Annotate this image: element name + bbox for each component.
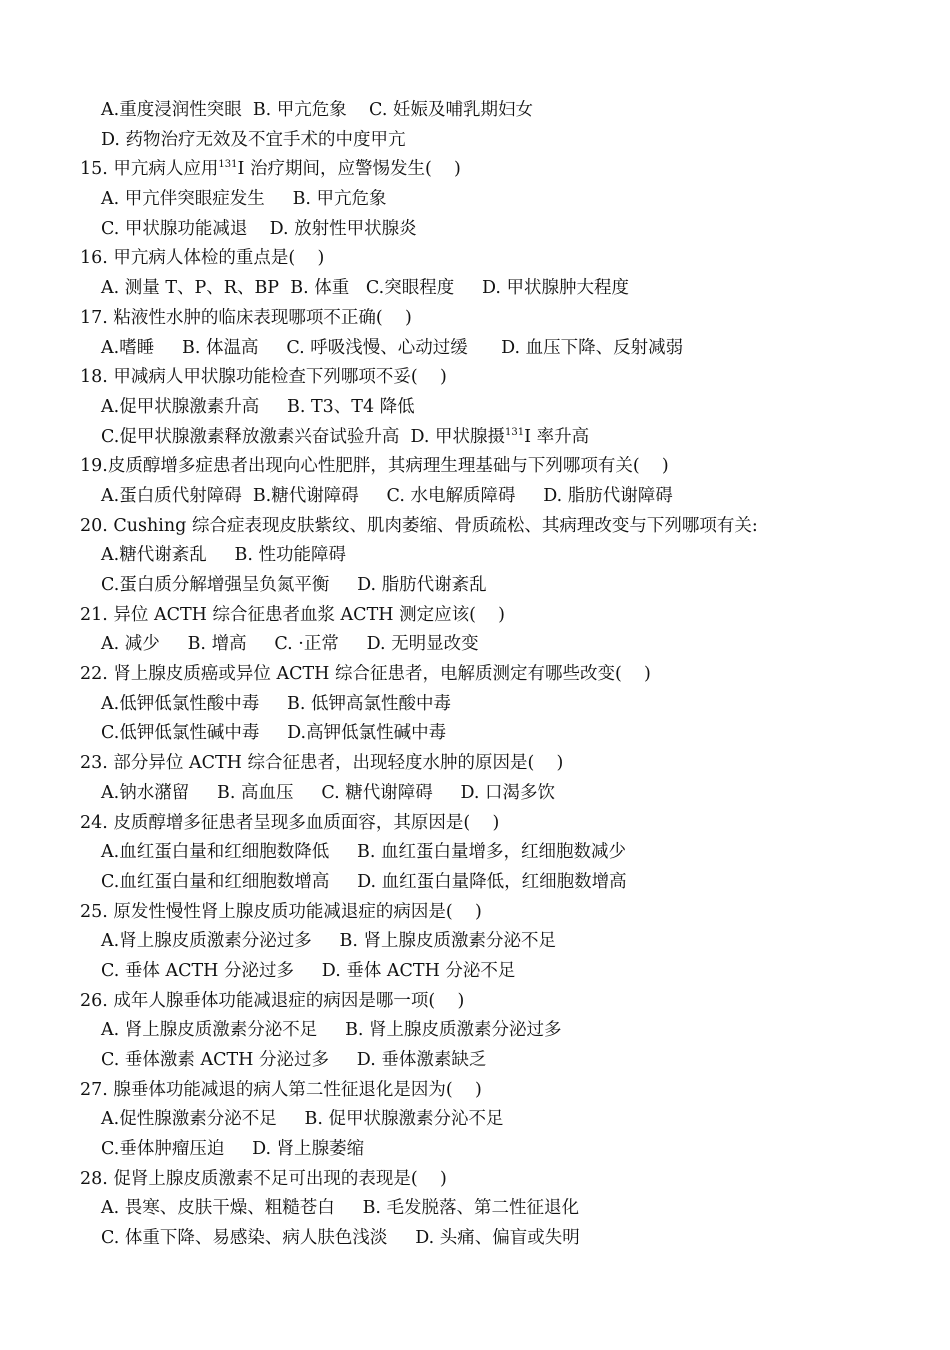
line-text: A.嗜睡 B. 体温高 C. 呼吸浅慢、心动过缓 D. 血压下降、反射减弱	[101, 337, 684, 358]
line-text: C.低钾低氯性碱中毒 D.高钾低氯性碱中毒	[101, 723, 447, 744]
line-text: A. 甲亢伴突眼症发生 B. 甲亢危象	[101, 189, 387, 210]
line-text: 19.皮质醇增多症患者出现向心性肥胖，其病理生理基础与下列哪项有关( )	[80, 456, 669, 477]
line-text: 21. 异位 ACTH 综合征患者血浆 ACTH 测定应该( )	[80, 604, 505, 625]
answer-options	[0, 957, 950, 987]
answer-options	[0, 1105, 950, 1135]
answer-options	[0, 423, 950, 453]
answer-options	[0, 274, 950, 304]
exam-page	[0, 96, 950, 1254]
answer-options	[0, 1016, 950, 1046]
answer-options	[0, 126, 950, 156]
line-text: A.蛋白质代射障碍 B.糖代谢障碍 C. 水电解质障碍 D. 脂肪代谢障碍	[101, 485, 673, 506]
question-stem	[0, 452, 950, 482]
line-text: A.肾上腺皮质激素分泌过多 B. 肾上腺皮质激素分泌不足	[101, 931, 556, 952]
line-text: 23. 部分异位 ACTH 综合征患者，出现轻度水肿的原因是( )	[80, 753, 564, 774]
line-text: A.重度浸润性突眼 B. 甲亢危象 C. 妊娠及哺乳期妇女	[101, 100, 533, 120]
answer-options	[0, 334, 950, 364]
question-stem	[0, 601, 950, 631]
answer-options	[0, 393, 950, 423]
answer-options	[0, 482, 950, 512]
question-stem	[0, 660, 950, 690]
line-text: 20. Cushing 综合症表现皮肤紫纹、肌肉萎缩、骨质疏松、其病理改变与下列哪项有关:	[80, 515, 758, 536]
question-stem	[0, 304, 950, 334]
answer-options	[0, 719, 950, 749]
line-text: A. 畏寒、皮肤干燥、粗糙苍白 B. 毛发脱落、第二性征退化	[101, 1198, 580, 1219]
question-stem	[0, 363, 950, 393]
answer-options	[0, 541, 950, 571]
answer-options	[0, 185, 950, 215]
question-stem	[0, 244, 950, 274]
line-text: C. 垂体激素 ACTH 分泌过多 D. 垂体激素缺乏	[101, 1050, 487, 1070]
line-text: 25. 原发性慢性肾上腺皮质功能减退症的病因是( )	[80, 901, 482, 922]
line-text: A.钠水潴留 B. 高血压 C. 糖代谢障碍 D. 口渴多饮	[101, 782, 556, 803]
answer-options	[0, 630, 950, 660]
line-text: 26. 成年人腺垂体功能减退症的病因是哪一项( )	[80, 990, 465, 1011]
line-text: C. 体重下降、易感染、病人肤色浅淡 D. 头痛、偏盲或失明	[101, 1228, 580, 1249]
question-stem	[0, 155, 950, 185]
line-text: A. 肾上腺皮质激素分泌不足 B. 肾上腺皮质激素分泌过多	[101, 1020, 562, 1041]
line-text: 27. 腺垂体功能减退的病人第二性征退化是因为( )	[80, 1079, 482, 1100]
question-stem	[0, 512, 950, 542]
line-text: 17. 粘液性水肿的临床表现哪项不正确( )	[80, 307, 412, 328]
answer-options	[0, 868, 950, 898]
question-stem	[0, 749, 950, 779]
question-stem	[0, 987, 950, 1017]
line-text: D. 药物治疗无效及不宜手术的中度甲亢	[101, 129, 406, 150]
line-text: A.促甲状腺激素升高 B. T3、T4 降低	[101, 396, 415, 417]
line-text: A.糖代谢紊乱 B. 性功能障碍	[101, 545, 346, 566]
line-text: 18. 甲减病人甲状腺功能检查下列哪项不妥( )	[80, 367, 447, 388]
line-text: C.血红蛋白量和红细胞数增高 D. 血红蛋白量降低，红细胞数增高	[101, 871, 627, 892]
answer-options	[0, 838, 950, 868]
line-text: 22. 肾上腺皮质癌或异位 ACTH 综合征患者，电解质测定有哪些改变( )	[80, 664, 651, 685]
answer-options	[0, 215, 950, 245]
line-text: 24. 皮质醇增多征患者呈现多血质面容，其原因是( )	[80, 812, 500, 833]
question-stem	[0, 809, 950, 839]
answer-options	[0, 1135, 950, 1165]
question-stem	[0, 1076, 950, 1106]
question-stem	[0, 898, 950, 928]
answer-options	[0, 1046, 950, 1076]
line-text: A.促性腺激素分泌不足 B. 促甲状腺激素分沁不足	[101, 1109, 504, 1130]
answer-options	[0, 927, 950, 957]
answer-options	[0, 779, 950, 809]
line-text: A.血红蛋白量和红细胞数降低 B. 血红蛋白量增多，红细胞数减少	[101, 842, 626, 863]
answer-options	[0, 96, 950, 126]
line-text-after-superscript: I 治疗期间，应警惕发生( )	[237, 159, 461, 180]
line-text: A. 测量 T、P、R、BP B. 体重 C.突眼程度 D. 甲状腺肿大程度	[101, 278, 630, 299]
question-stem	[0, 1165, 950, 1195]
line-text: 16. 甲亢病人体检的重点是( )	[80, 248, 325, 269]
line-text: C. 甲状腺功能减退 D. 放射性甲状腺炎	[101, 218, 417, 239]
line-text-before-superscript: 15. 甲亢病人应用	[80, 159, 219, 180]
line-text-before-superscript: C.促甲状腺激素释放激素兴奋试验升高 D. 甲状腺摄	[101, 426, 505, 447]
isotope-mass-number: 131	[218, 159, 238, 171]
answer-options	[0, 1194, 950, 1224]
line-text: C.垂体肿瘤压迫 D. 肾上腺萎缩	[101, 1139, 365, 1160]
answer-options	[0, 690, 950, 720]
line-text-after-superscript: I 率升高	[524, 426, 590, 447]
answer-options	[0, 571, 950, 601]
answer-options	[0, 1224, 950, 1254]
line-text: C.蛋白质分解增强呈负氮平衡 D. 脂肪代谢紊乱	[101, 575, 487, 595]
line-text: A.低钾低氯性酸中毒 B. 低钾高氯性酸中毒	[101, 693, 451, 714]
isotope-mass-number: 131	[505, 426, 525, 438]
line-text: C. 垂体 ACTH 分泌过多 D. 垂体 ACTH 分泌不足	[101, 960, 516, 981]
line-text: 28. 促肾上腺皮质激素不足可出现的表现是( )	[80, 1168, 447, 1189]
line-text: A. 减少 B. 增高 C. ·正常 D. 无明显改变	[101, 634, 479, 655]
